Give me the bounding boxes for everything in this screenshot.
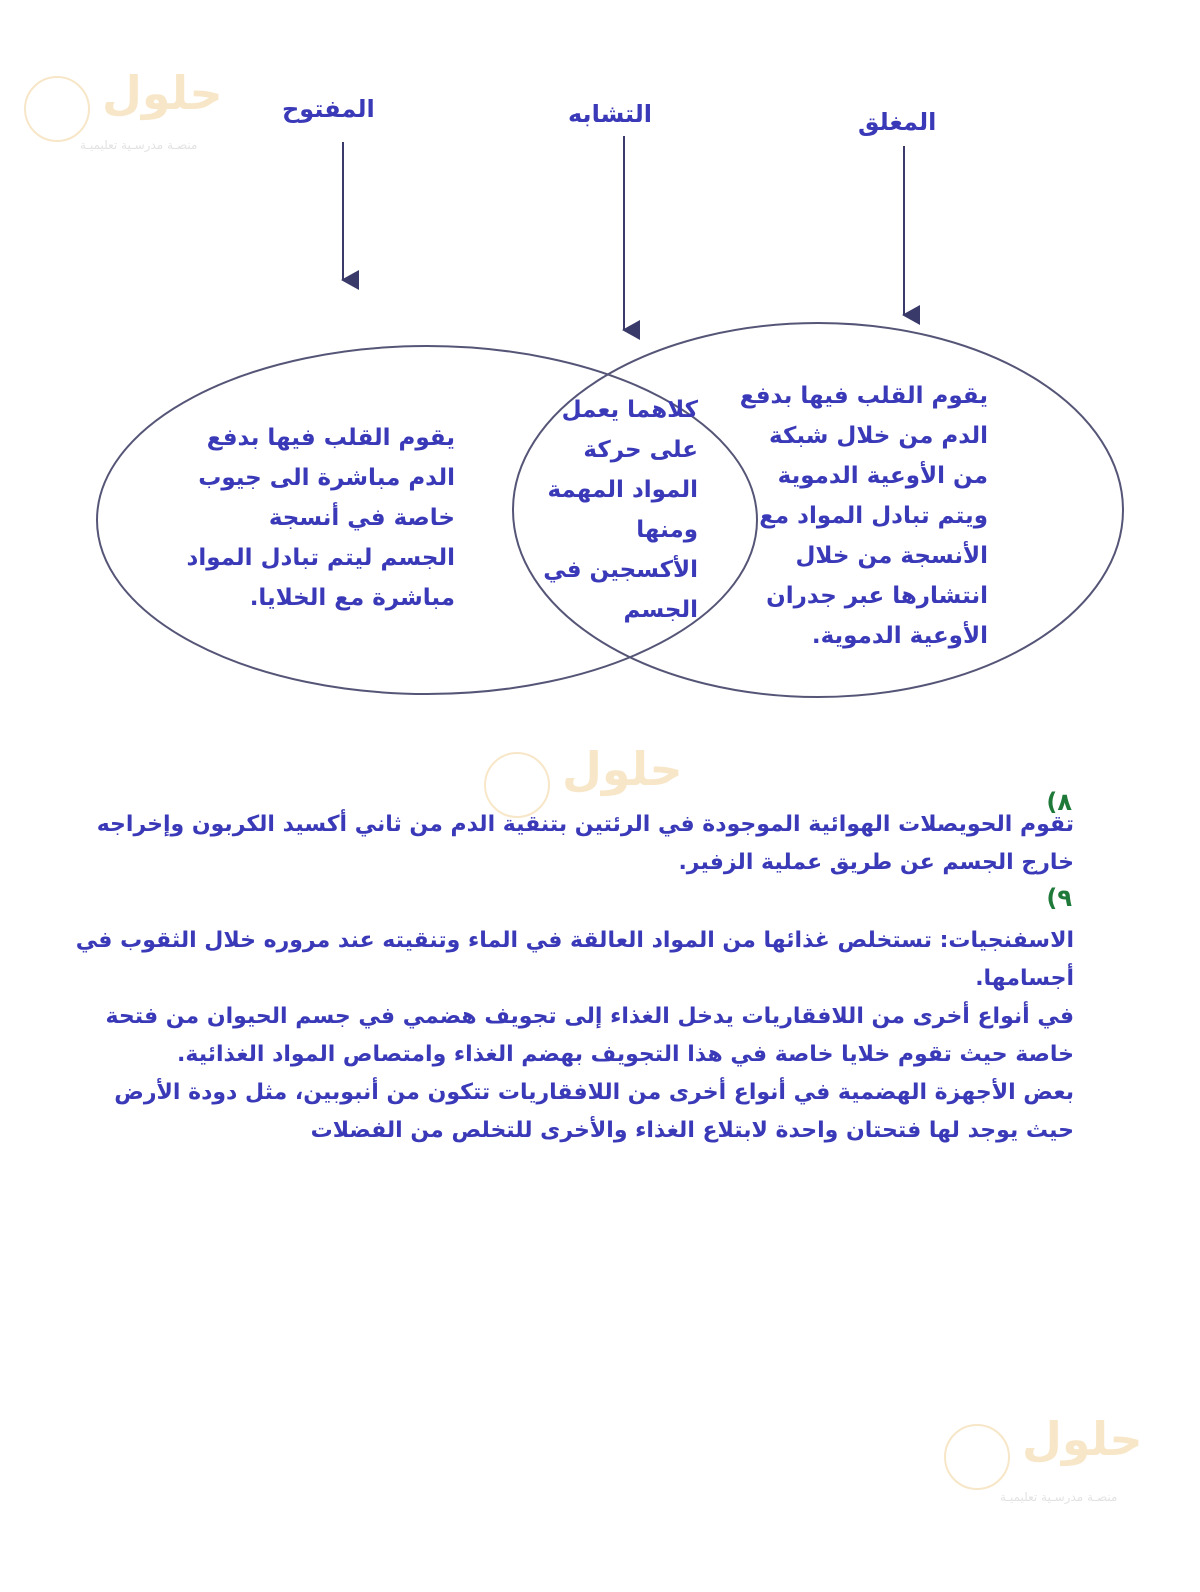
watermark-bottom: [944, 1412, 1174, 1512]
q9-line: حيث يوجد لها فتحتان واحدة لابتلاع الغذاء والأخرى للتخلص من الفضلات: [310, 1118, 1074, 1143]
label-open: المفتوح: [282, 95, 375, 123]
q8-line: خارج الجسم عن طريق عملية الزفير.: [678, 850, 1074, 875]
watermark-tagline: منصـة مدرسـية تعليميـة: [1000, 1490, 1118, 1504]
label-closed: المغلق: [858, 108, 937, 136]
closed-line: الأنسجة من خلال: [795, 543, 988, 569]
closed-line: الدم من خلال شبكة: [769, 423, 988, 449]
open-line: خاصة في أنسجة: [268, 505, 455, 531]
watermark-brand: حلول: [1022, 1412, 1143, 1466]
watermark-brand: حلول: [102, 66, 223, 120]
similarity-line: على حركة: [583, 437, 698, 463]
q8-number: ٨): [1046, 788, 1072, 816]
similarity-line: المواد المهمة: [547, 477, 698, 503]
q9-line: في أنواع أخرى من اللافقاريات يدخل الغذاء إلى تجويف هضمي في جسم الحيوان من فتحة: [105, 1004, 1074, 1029]
q9-line: بعض الأجهزة الهضمية في أنواع أخرى من اللافقاريات تتكون من أنبوبين، مثل دودة الأرض: [114, 1080, 1074, 1105]
open-line: الدم مباشرة الى جيوب: [198, 465, 455, 491]
watermark-brand: حلول: [562, 742, 683, 796]
open-line: الجسم ليتم تبادل المواد: [186, 545, 455, 571]
similarity-description: [543, 390, 698, 630]
q9-line: أجسامها.: [975, 966, 1074, 991]
open-line: يقوم القلب فيها بدفع: [206, 425, 455, 451]
closed-line: يقوم القلب فيها بدفع: [739, 383, 988, 409]
closed-line: من الأوعية الدموية: [777, 463, 988, 489]
q8-answer: [44, 806, 1074, 882]
closed-line: انتشارها عبر جدران: [766, 583, 988, 609]
similarity-line: ومنها: [636, 517, 698, 543]
similarity-line: الأكسجين في: [543, 557, 698, 583]
similarity-line: الجسم: [623, 597, 698, 623]
watermark-tagline: منصـة مدرسـية تعليميـة: [80, 138, 198, 152]
q9-line: الاسفنجيات: تستخلص غذائها من المواد العالقة في الماء وتنقيته عند مروره خلال الثقوب في: [75, 928, 1074, 953]
q9-answer: [0, 922, 1074, 1150]
closed-line: ويتم تبادل المواد مع: [759, 503, 988, 529]
open-description: [187, 418, 455, 618]
q9-number: ٩): [1046, 884, 1072, 912]
similarity-line: كلاهما يعمل: [561, 397, 698, 423]
closed-description: [740, 376, 988, 656]
q8-line: تقوم الحويصلات الهوائية الموجودة في الرئتين بتنقية الدم من ثاني أكسيد الكربون وإخراجه: [96, 812, 1074, 837]
q9-line: خاصة حيث تقوم خلايا خاصة في هذا التجويف بهضم الغذاء وامتصاص المواد الغذائية.: [177, 1042, 1074, 1067]
open-line: مباشرة مع الخلايا.: [249, 585, 455, 611]
closed-line: الأوعية الدموية.: [811, 623, 988, 649]
logo-badge-icon: [944, 1424, 1010, 1490]
label-similarity: التشابه: [568, 100, 653, 128]
